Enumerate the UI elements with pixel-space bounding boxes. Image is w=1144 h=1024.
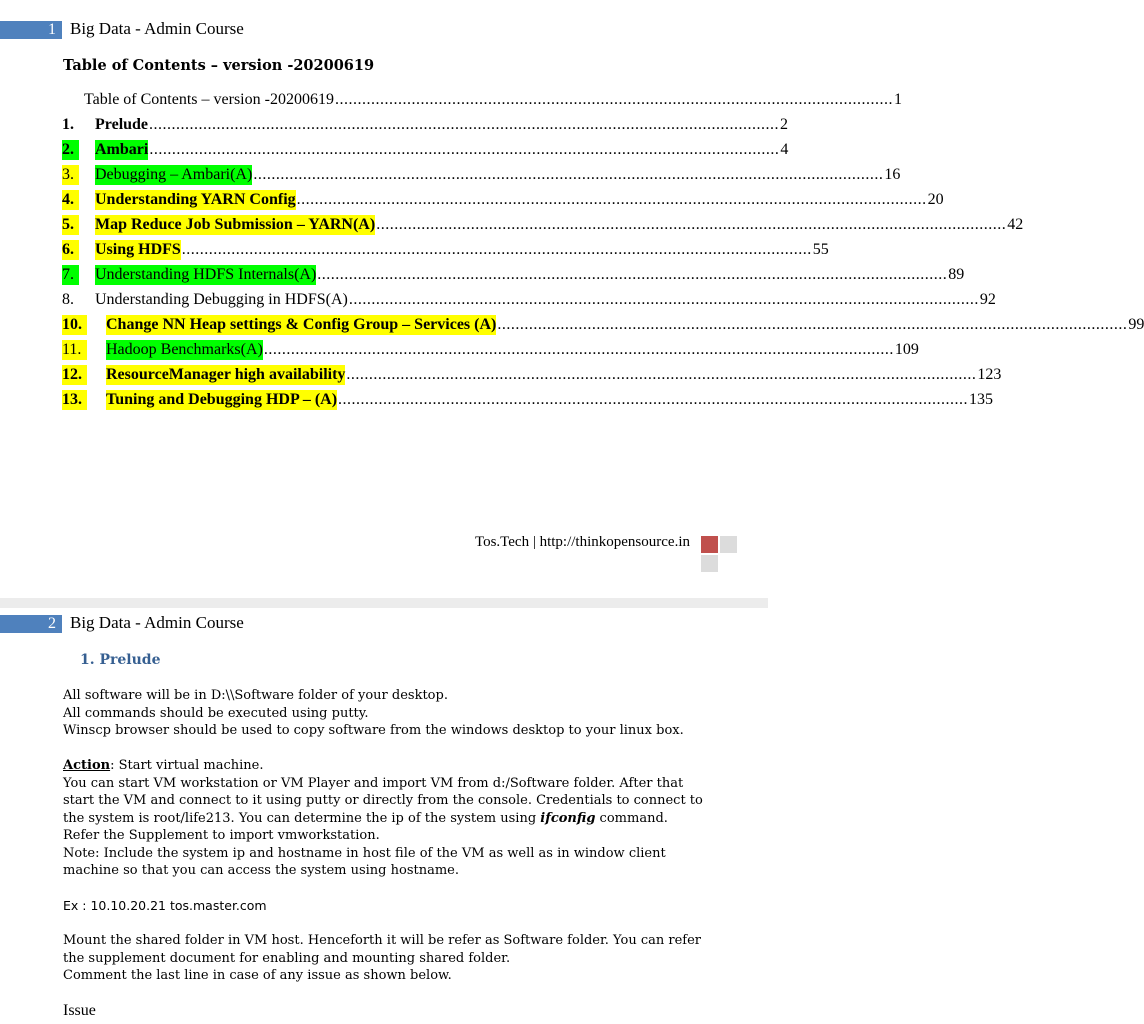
toc-entry-title: Tuning and Debugging HDP – (A) xyxy=(106,391,338,408)
page-separator xyxy=(0,598,768,608)
action-label: Action xyxy=(63,758,111,773)
toc-entry[interactable] xyxy=(62,363,1002,385)
toc-entry-number: 11. xyxy=(62,340,87,360)
body-line: Note: Include the system ip and hostname in host file of the VM as well as in window client xyxy=(63,845,666,861)
page-number-badge: 1 xyxy=(0,21,62,39)
header-title: Big Data - Admin Course xyxy=(70,613,244,632)
toc-leader: ............................................................................................................................................ xyxy=(149,116,780,133)
toc-leader: ............................................................................................................................................ xyxy=(253,166,884,183)
footer-square-red xyxy=(701,536,718,553)
toc-entry-number: 6. xyxy=(62,240,79,260)
body-line: start the VM and connect to it using putty or directly from the console. Credentials to connect to xyxy=(63,793,703,808)
toc-leader: ............................................................................................................................................ xyxy=(296,191,927,208)
toc-entry-page: 135 xyxy=(969,391,994,408)
section-heading: 1. Prelude xyxy=(80,652,161,668)
example-line: Ex : 10.10.20.21 tos.master.com xyxy=(63,898,267,913)
page-body xyxy=(63,687,753,1020)
toc-entry-page: 4 xyxy=(780,141,789,158)
toc-entry[interactable] xyxy=(62,213,1024,235)
toc-entry-number: 8. xyxy=(62,291,74,308)
page-2 xyxy=(0,608,768,1024)
toc-entry-number: 13. xyxy=(62,390,87,410)
body-line: machine so that you can access the system using hostname. xyxy=(63,863,459,878)
toc-entry-number: 5. xyxy=(62,215,79,235)
toc-entry-number: 7. xyxy=(62,265,79,285)
toc-entry-title: Prelude xyxy=(95,116,149,133)
toc-entry-page: 99 xyxy=(1128,316,1144,333)
toc-leader: ............................................................................................................................................ xyxy=(376,216,1007,233)
toc-entry-title: Debugging – Ambari(A) xyxy=(95,166,253,183)
toc-leader: ............................................................................................................................................ xyxy=(348,291,979,308)
toc-entry-page: 2 xyxy=(780,116,789,133)
action-text: : Start virtual machine. xyxy=(110,758,264,773)
toc-entry[interactable] xyxy=(62,88,902,110)
toc-leader: ............................................................................................................................ xyxy=(334,91,893,108)
toc-entry[interactable] xyxy=(62,263,965,285)
toc-entry-title: Understanding HDFS Internals(A) xyxy=(95,266,317,283)
body-line: the supplement document for enabling and mounting shared folder. xyxy=(63,950,511,966)
body-text-span: the system is root/life213. You can determine the ip of the system using xyxy=(63,810,541,826)
body-text-span: command. xyxy=(595,810,668,826)
toc-entry-page: 1 xyxy=(893,91,902,108)
toc-entry-title: Understanding Debugging in HDFS(A) xyxy=(95,291,348,308)
toc-entry-page: 92 xyxy=(979,291,996,308)
toc-entry[interactable] xyxy=(62,238,829,260)
toc-entry[interactable] xyxy=(62,188,944,210)
toc-leader: ............................................................................................................................................ xyxy=(317,266,948,283)
toc-entry[interactable] xyxy=(62,113,789,135)
body-line: Mount the shared folder in VM host. Henceforth it will be refer as Software folder. You can refer xyxy=(63,933,701,948)
toc-entry-title: ResourceManager high availability xyxy=(106,366,346,383)
toc-entry-page: 55 xyxy=(812,241,829,258)
toc-entry-number: 12. xyxy=(62,365,87,385)
toc-entry[interactable] xyxy=(62,163,901,185)
toc-entry[interactable] xyxy=(62,313,1144,335)
toc-leader: ............................................................................................................................................ xyxy=(181,241,812,258)
body-line: All software will be in D:\\Software folder of your desktop. xyxy=(63,688,448,703)
toc-entry-page: 123 xyxy=(977,366,1002,383)
toc-entry-number: 4. xyxy=(62,190,79,210)
issue-heading: Issue xyxy=(63,1002,96,1019)
toc-leader: ............................................................................................................................................ xyxy=(497,316,1128,333)
toc-entry-page: 42 xyxy=(1007,216,1024,233)
footer-square-grey xyxy=(720,536,737,553)
command-text: ifconfig xyxy=(540,810,596,826)
page-number-badge: 2 xyxy=(0,615,62,633)
body-line: All commands should be executed using putty. xyxy=(63,705,369,721)
toc-title: Table of Contents – version -20200619 xyxy=(63,57,375,74)
toc-leader: ............................................................................................................................................ xyxy=(149,141,780,158)
toc-entry-title: Ambari xyxy=(95,141,149,158)
toc-entry-number: 1. xyxy=(62,116,74,133)
toc-entry-title: Hadoop Benchmarks(A) xyxy=(106,341,263,358)
toc-entry[interactable] xyxy=(62,138,789,160)
toc-entry-number: 10. xyxy=(62,315,87,335)
body-line: Comment the last line in case of any issue as shown below. xyxy=(63,968,452,983)
toc-entry[interactable] xyxy=(62,288,996,310)
page-header xyxy=(0,18,400,40)
body-line xyxy=(63,810,753,828)
body-line: Winscp browser should be used to copy software from the windows desktop to your linux box. xyxy=(63,723,684,738)
body-line: Refer the Supplement to import vmworkstation. xyxy=(63,828,380,843)
header-title: Big Data - Admin Course xyxy=(70,19,244,38)
footer-text: Tos.Tech | http://thinkopensource.in xyxy=(474,534,690,550)
toc-entry-title: Understanding YARN Config xyxy=(95,191,296,208)
toc-entry-title: Map Reduce Job Submission – YARN(A) xyxy=(95,216,376,233)
toc-entry-page: 20 xyxy=(927,191,944,208)
toc-entry[interactable] xyxy=(62,338,919,360)
toc-entry-number: 3. xyxy=(62,165,79,185)
toc-entry-page: 16 xyxy=(884,166,901,183)
toc-leader: ............................................................................................................................................ xyxy=(338,391,969,408)
toc-entry-title: Using HDFS xyxy=(95,241,181,258)
body-line: You can start VM workstation or VM Player and import VM from d:/Software folder. After that xyxy=(63,775,684,791)
toc-entry-title: Table of Contents – version -20200619 xyxy=(84,91,334,108)
toc-entry-number: 2. xyxy=(62,140,79,160)
toc-entry-page: 89 xyxy=(948,266,965,283)
toc-leader: ............................................................................................................................................ xyxy=(263,341,894,358)
toc-leader: ............................................................................................................................................ xyxy=(346,366,977,383)
toc-entry-page: 109 xyxy=(894,341,919,358)
action-line xyxy=(63,757,753,775)
footer-square-grey xyxy=(701,555,718,572)
toc-entry[interactable] xyxy=(62,388,994,410)
toc-entry-title: Change NN Heap settings & Config Group – Services (A) xyxy=(106,316,497,333)
page-header xyxy=(0,612,400,634)
